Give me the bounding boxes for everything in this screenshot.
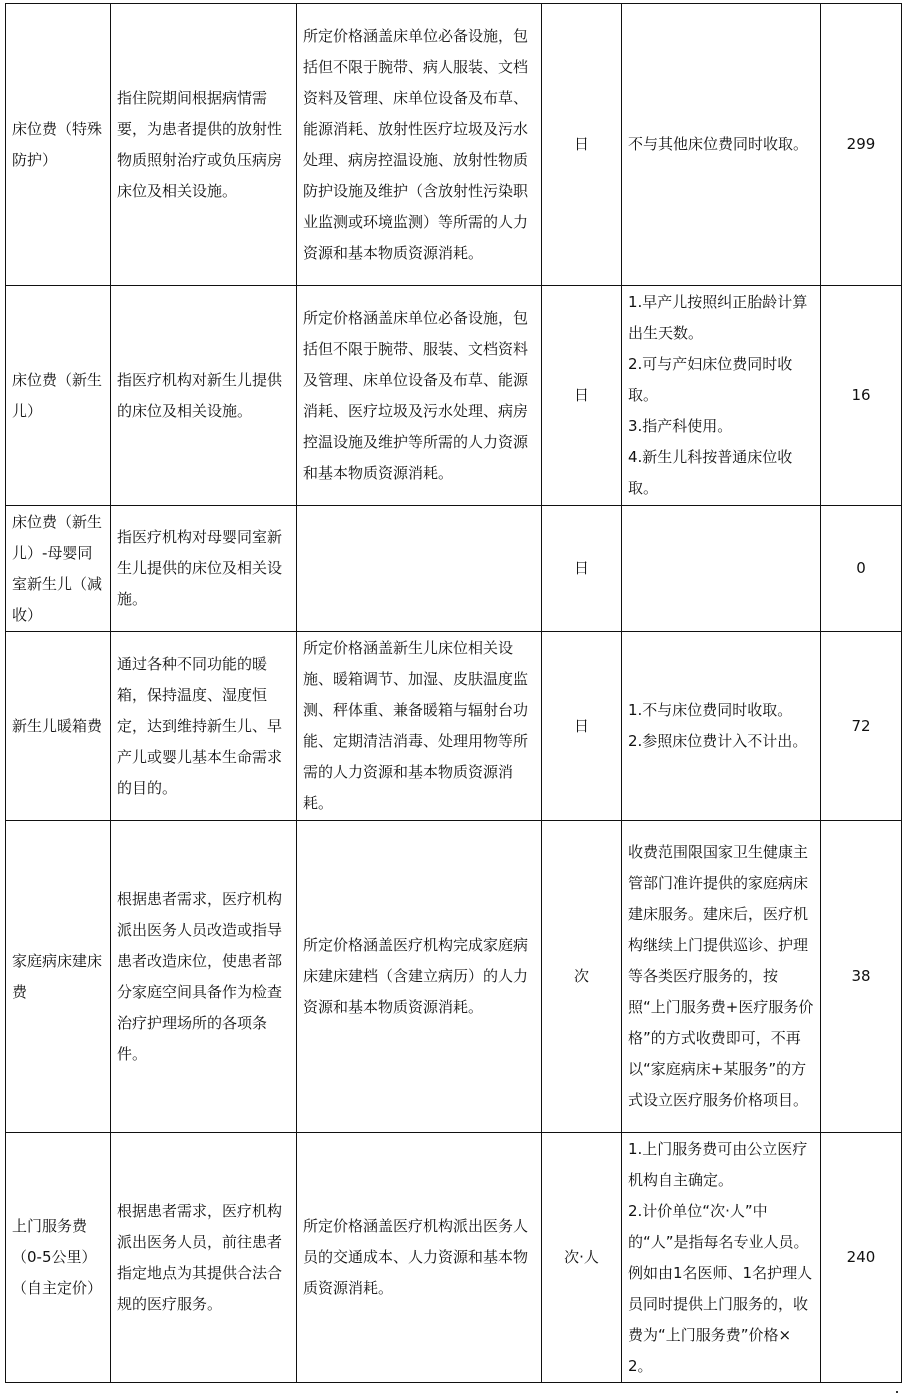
note-line: 2.可与产妇床位费同时收取。 — [628, 355, 793, 404]
pricing-unit-cell: 日 — [542, 286, 622, 506]
price-cell: 299 — [821, 4, 902, 286]
pricing-unit-cell: 次·人 — [542, 1133, 622, 1383]
note-line: 2.参照床位费计入不计出。 — [628, 732, 808, 750]
item-name-cell: 床位费（新生儿） — [6, 286, 111, 506]
item-name-cell: 家庭病床建床费 — [6, 821, 111, 1133]
price-composition-cell: 所定价格涵盖医疗机构完成家庭病床建床建档（含建立病历）的人力资源和基本物质资源消耗。 — [297, 821, 542, 1133]
note-line: 1.上门服务费可由公立医疗机构自主确定。 — [628, 1139, 808, 1189]
table-row — [6, 821, 902, 1133]
item-name-cell: 床位费（特殊防护） — [6, 4, 111, 286]
service-output-cell: 指医疗机构对新生儿提供的床位及相关设施。 — [111, 286, 297, 506]
note-line: 4.新生儿科按普通床位收取。 — [628, 448, 793, 497]
item-name-cell: 上门服务费（0-5公里）（自主定价） — [6, 1133, 111, 1383]
medical-price-table — [5, 3, 902, 1383]
price-composition-cell: 所定价格涵盖医疗机构派出医务人员的交通成本、人力资源和基本物质资源消耗。 — [297, 1133, 542, 1383]
price-cell: 72 — [821, 632, 902, 821]
service-output-cell: 通过各种不同功能的暖箱，保持温度、湿度恒定，达到维持新生儿、早产儿或婴儿基本生命需求的目的。 — [111, 632, 297, 821]
price-composition-cell — [297, 506, 542, 632]
item-name-cell: 床位费（新生儿）-母婴同室新生儿（减收） — [6, 506, 111, 632]
note-line: 收费范围限国家卫生健康主管部门准许提供的家庭病床建床服务。建床后，医疗机构继续上门提供巡诊、护理等各类医疗服务的，按照“上门服务费+医疗服务价格”的方式收费即可，不再以“家庭病床+某服务”的方式设立医疗服务价格项目。 — [628, 843, 814, 1109]
table-row — [6, 4, 902, 286]
pricing-notes-cell — [622, 506, 821, 632]
price-composition-cell: 所定价格涵盖床单位必备设施，包括但不限于腕带、病人服装、文档资料及管理、床单位设备及布草、能源消耗、放射性医疗垃圾及污水处理、病房控温设施、放射性物质防护设施及维护（含放射性污染职业监测或环境监测）等所需的人力资源和基本物质资源消耗。 — [297, 4, 542, 286]
pricing-unit-cell: 次 — [542, 821, 622, 1133]
pricing-unit-cell: 日 — [542, 4, 622, 286]
pricing-notes-cell — [622, 632, 821, 821]
service-output-cell: 根据患者需求，医疗机构派出医务人员，前往患者指定地点为其提供合法合规的医疗服务。 — [111, 1133, 297, 1383]
pricing-unit-cell: 日 — [542, 506, 622, 632]
price-composition-cell: 所定价格涵盖新生儿床位相关设施、暖箱调节、加湿、皮肤温度监测、秤体重、兼备暖箱与辐射台功能、定期清洁消毒、处理用物等所需的人力资源和基本物质资源消耗。 — [297, 632, 542, 821]
pricing-notes-cell — [622, 4, 821, 286]
service-output-cell: 根据患者需求，医疗机构派出医务人员改造或指导患者改造床位，使患者部分家庭空间具备作为检查治疗护理场所的各项条件。 — [111, 821, 297, 1133]
table-row — [6, 1133, 902, 1383]
service-output-cell: 指医疗机构对母婴同室新生儿提供的床位及相关设施。 — [111, 506, 297, 632]
note-line: 3.指产科使用。 — [628, 417, 733, 435]
price-cell: 240 — [821, 1133, 902, 1383]
pricing-unit-cell: 日 — [542, 632, 622, 821]
table-row — [6, 506, 902, 632]
service-output-cell: 指住院期间根据病情需要，为患者提供的放射性物质照射治疗或负压病房床位及相关设施。 — [111, 4, 297, 286]
pricing-notes-cell — [622, 1133, 821, 1383]
price-cell: 38 — [821, 821, 902, 1133]
note-line: 2.计价单位“次·人”中的“人”是指每名专业人员。例如由1名医师、1名护理人员同时提供上门服务的，收费为“上门服务费”价格×2。 — [628, 1201, 813, 1375]
note-line: 不与其他床位费同时收取。 — [628, 135, 809, 153]
table-row — [6, 632, 902, 821]
stray-dot — [896, 1391, 898, 1393]
note-line: 1.不与床位费同时收取。 — [628, 701, 793, 719]
price-composition-cell: 所定价格涵盖床单位必备设施，包括但不限于腕带、服装、文档资料及管理、床单位设备及布草、能源消耗、医疗垃圾及污水处理、病房控温设施及维护等所需的人力资源和基本物质资源消耗。 — [297, 286, 542, 506]
note-line: 1.早产儿按照纠正胎龄计算出生天数。 — [628, 293, 808, 342]
item-name-cell: 新生儿暖箱费 — [6, 632, 111, 821]
pricing-notes-cell — [622, 821, 821, 1133]
pricing-notes-cell — [622, 286, 821, 506]
table-row — [6, 286, 902, 506]
price-cell: 16 — [821, 286, 902, 506]
price-cell: 0 — [821, 506, 902, 632]
